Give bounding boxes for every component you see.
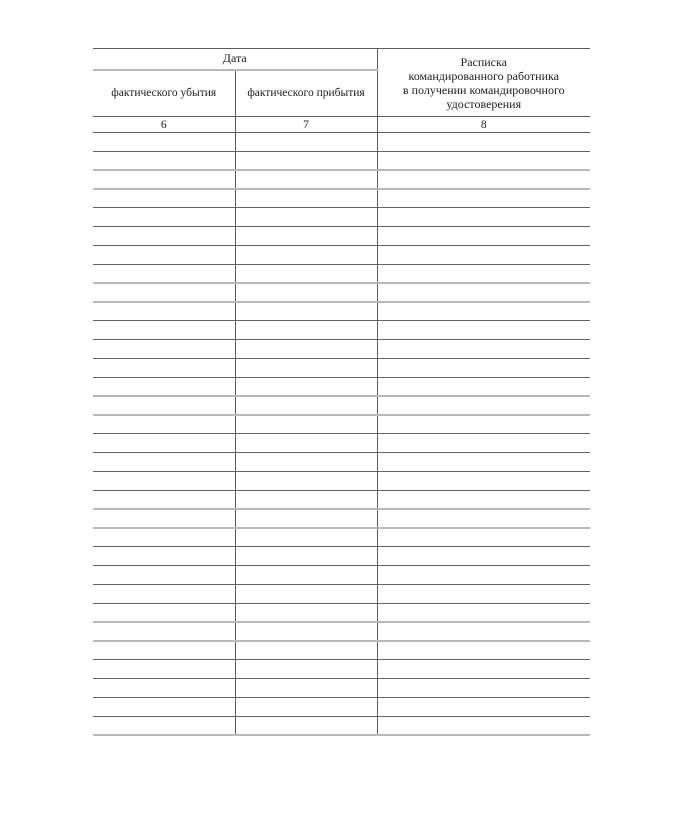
- empty-cell: [93, 377, 235, 396]
- empty-cell: [377, 245, 590, 264]
- empty-cell: [235, 603, 377, 622]
- empty-cell: [235, 490, 377, 509]
- table-body: [93, 133, 590, 736]
- empty-cell: [235, 660, 377, 679]
- empty-cell: [377, 603, 590, 622]
- empty-cell: [235, 170, 377, 189]
- table-row: [93, 377, 590, 396]
- header-receipt: [377, 49, 590, 117]
- empty-cell: [235, 622, 377, 641]
- header-row-date-group: [93, 49, 590, 70]
- empty-cell: [235, 453, 377, 472]
- empty-cell: [93, 434, 235, 453]
- empty-cell: [93, 283, 235, 302]
- table-row: [93, 133, 590, 152]
- empty-cell: [235, 151, 377, 170]
- empty-cell: [93, 528, 235, 547]
- table-row: [93, 283, 590, 302]
- empty-cell: [235, 641, 377, 660]
- empty-cell: [377, 396, 590, 415]
- header-row-column-numbers: [93, 117, 590, 133]
- table-header: [93, 49, 590, 133]
- table-row: [93, 302, 590, 321]
- empty-cell: [93, 622, 235, 641]
- empty-cell: [235, 584, 377, 603]
- empty-cell: [377, 471, 590, 490]
- empty-cell: [377, 415, 590, 434]
- column-number-8: 8: [377, 117, 590, 133]
- empty-cell: [235, 716, 377, 735]
- empty-cell: [377, 509, 590, 528]
- empty-cell: [93, 716, 235, 735]
- empty-cell: [93, 321, 235, 340]
- empty-cell: [93, 151, 235, 170]
- empty-cell: [377, 679, 590, 698]
- empty-cell: [377, 264, 590, 283]
- header-actual-arrival: фактического прибытия: [235, 70, 377, 117]
- header-date-group: Дата: [93, 49, 377, 70]
- table-row: [93, 490, 590, 509]
- empty-cell: [235, 415, 377, 434]
- empty-cell: [377, 151, 590, 170]
- empty-cell: [235, 302, 377, 321]
- empty-cell: [235, 434, 377, 453]
- empty-cell: [235, 509, 377, 528]
- table-row: [93, 321, 590, 340]
- table-row: [93, 622, 590, 641]
- table-row: [93, 264, 590, 283]
- table-row: [93, 208, 590, 227]
- empty-cell: [377, 133, 590, 152]
- trip-journal-table: [93, 48, 590, 736]
- empty-cell: [93, 641, 235, 660]
- empty-cell: [235, 321, 377, 340]
- empty-cell: [93, 679, 235, 698]
- table-row: [93, 641, 590, 660]
- empty-cell: [93, 227, 235, 246]
- table-row: [93, 189, 590, 208]
- empty-cell: [93, 509, 235, 528]
- empty-cell: [235, 227, 377, 246]
- empty-cell: [377, 490, 590, 509]
- column-number-7: 7: [235, 117, 377, 133]
- empty-cell: [235, 566, 377, 585]
- empty-cell: [93, 133, 235, 152]
- empty-cell: [93, 245, 235, 264]
- table-row: [93, 528, 590, 547]
- table-row: [93, 509, 590, 528]
- empty-cell: [235, 358, 377, 377]
- table-row: [93, 170, 590, 189]
- empty-cell: [377, 622, 590, 641]
- table-row: [93, 697, 590, 716]
- empty-cell: [377, 566, 590, 585]
- header-receipt-line-3: в получении командировочного: [402, 82, 565, 97]
- empty-cell: [93, 358, 235, 377]
- empty-cell: [93, 697, 235, 716]
- empty-cell: [93, 189, 235, 208]
- empty-cell: [235, 208, 377, 227]
- table-row: [93, 679, 590, 698]
- empty-cell: [235, 471, 377, 490]
- table-row: [93, 471, 590, 490]
- empty-cell: [93, 471, 235, 490]
- empty-cell: [235, 189, 377, 208]
- table-row: [93, 453, 590, 472]
- empty-cell: [377, 697, 590, 716]
- empty-cell: [377, 189, 590, 208]
- empty-cell: [235, 245, 377, 264]
- empty-cell: [377, 547, 590, 566]
- table-row: [93, 434, 590, 453]
- empty-cell: [377, 227, 590, 246]
- empty-cell: [235, 679, 377, 698]
- table-row: [93, 584, 590, 603]
- header-receipt-line-1: Расписка: [460, 54, 507, 69]
- empty-cell: [377, 283, 590, 302]
- empty-cell: [235, 133, 377, 152]
- empty-cell: [377, 584, 590, 603]
- table-row: [93, 340, 590, 359]
- empty-cell: [377, 358, 590, 377]
- empty-cell: [377, 302, 590, 321]
- table-row: [93, 660, 590, 679]
- empty-cell: [93, 208, 235, 227]
- header-actual-departure: фактического убытия: [93, 70, 235, 117]
- empty-cell: [235, 283, 377, 302]
- empty-cell: [93, 547, 235, 566]
- empty-cell: [377, 528, 590, 547]
- empty-cell: [93, 415, 235, 434]
- header-receipt-line-4: удостоверения: [446, 96, 522, 111]
- table-row: [93, 358, 590, 377]
- empty-cell: [235, 377, 377, 396]
- table-row: [93, 547, 590, 566]
- table-row: [93, 566, 590, 585]
- empty-cell: [377, 321, 590, 340]
- table-row: [93, 396, 590, 415]
- table-row: [93, 151, 590, 170]
- empty-cell: [93, 302, 235, 321]
- empty-cell: [93, 566, 235, 585]
- empty-cell: [377, 170, 590, 189]
- header-receipt-line-2: командированного работника: [408, 68, 559, 83]
- column-number-6: 6: [93, 117, 235, 133]
- empty-cell: [235, 396, 377, 415]
- empty-cell: [377, 453, 590, 472]
- empty-cell: [93, 170, 235, 189]
- empty-cell: [93, 490, 235, 509]
- table-row: [93, 716, 590, 735]
- table-row: [93, 245, 590, 264]
- empty-cell: [235, 264, 377, 283]
- empty-cell: [235, 528, 377, 547]
- empty-cell: [377, 660, 590, 679]
- empty-cell: [93, 660, 235, 679]
- table-row: [93, 227, 590, 246]
- empty-cell: [93, 453, 235, 472]
- empty-cell: [93, 584, 235, 603]
- empty-cell: [377, 377, 590, 396]
- empty-cell: [235, 340, 377, 359]
- empty-cell: [377, 340, 590, 359]
- empty-cell: [93, 340, 235, 359]
- empty-cell: [377, 641, 590, 660]
- table-row: [93, 415, 590, 434]
- empty-cell: [377, 434, 590, 453]
- table-row: [93, 603, 590, 622]
- empty-cell: [377, 208, 590, 227]
- empty-cell: [93, 396, 235, 415]
- empty-cell: [377, 716, 590, 735]
- empty-cell: [235, 547, 377, 566]
- empty-cell: [235, 697, 377, 716]
- empty-cell: [93, 603, 235, 622]
- empty-cell: [93, 264, 235, 283]
